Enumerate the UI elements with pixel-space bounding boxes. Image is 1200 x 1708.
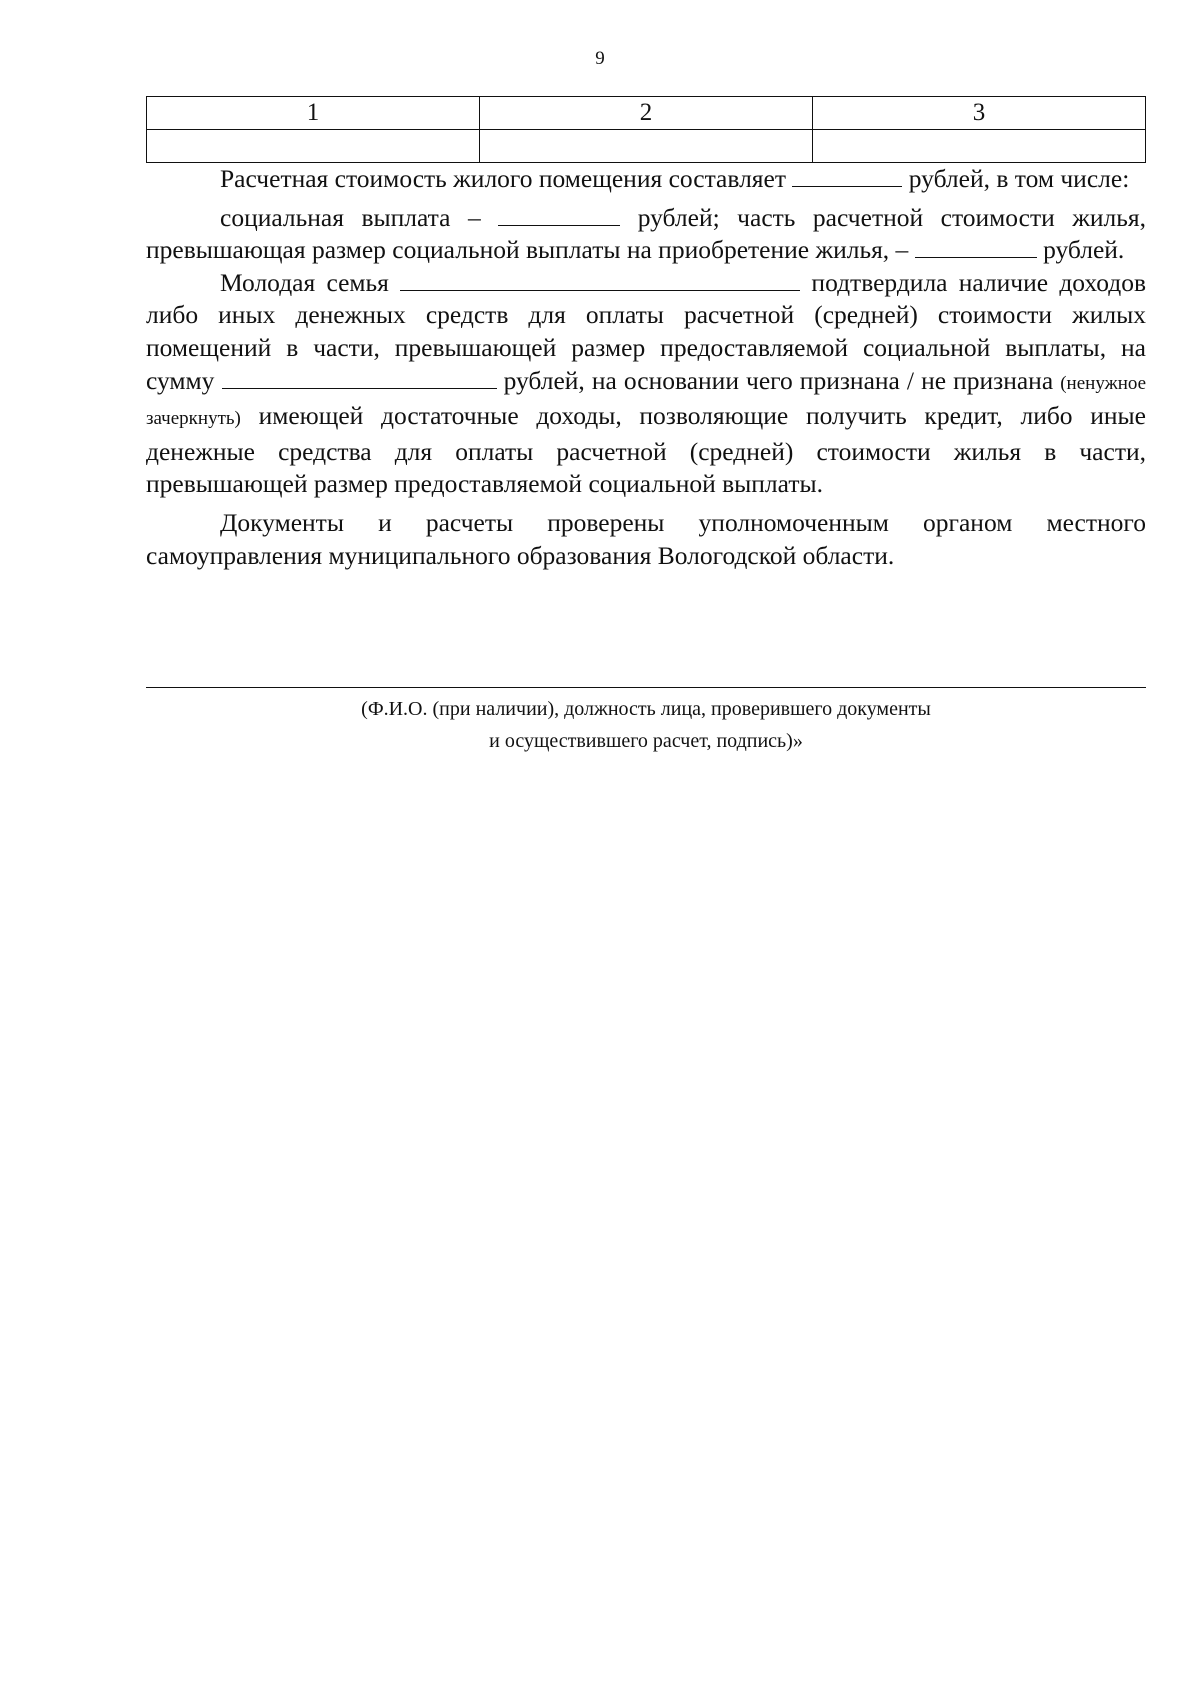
paragraph-text: Молодая семья [220,267,389,297]
data-table [146,96,1146,163]
fill-in-blank [400,268,800,291]
fill-in-blank [498,203,620,226]
signature-caption-line: и осуществившего расчет, подпись)» [489,730,803,752]
table-header-cell: 3 [813,97,1146,130]
paragraph-text: рублей, в том числе: [908,164,1130,193]
paragraph-estimated-cost [146,163,1146,196]
table-cell [813,130,1146,163]
paragraph-text: Расчетная стоимость жилого помещения составляет [220,164,786,193]
paragraph-text: подтвердила наличие доходов либо иных денежных средств для оплаты расчетной (средней) стоимости жилых помещений в части, превышающей размер предоставляемой социальной выплаты, на сумму [146,267,1146,395]
fill-in-blank [222,366,497,389]
paragraph-young-family [146,267,1146,501]
signature-line [146,687,1146,688]
table-header-cell: 1 [147,97,480,130]
fill-in-blank [792,164,902,187]
strike-note: (ненужное зачеркнуть) [146,372,1147,430]
signature-caption [146,693,1146,757]
paragraph-text: имеющей достаточные доходы, позволяющие получить кредит, либо иные денежные средства для оплаты расчетной (средней) стоимости жилья в части, превышающей размер предоставляемой социальной выплаты. [146,401,1147,499]
table-cell [480,130,813,163]
paragraph-text: социальная выплата – [220,202,481,232]
table-row [147,130,1146,163]
paragraph-text: рублей. [1043,235,1125,265]
signature-caption-line: (Ф.И.О. (при наличии), должность лица, проверившего документы [361,698,931,720]
paragraph-text: рублей, на основании чего признана / не признана [503,365,1054,395]
table-header-row [147,97,1146,130]
fill-in-blank [915,235,1037,258]
page-number: 9 [595,48,605,69]
table-cell [147,130,480,163]
paragraph-documents-verified: Документы и расчеты проверены уполномоченным органом местного самоуправления муниципального образования Вологодской области. [146,507,1146,570]
table-header-cell: 2 [480,97,813,130]
paragraph-text: рублей; часть расчетной стоимости жилья, превышающая размер социальной выплаты на приобретение жилья, – [146,202,1147,265]
paragraph-social-payment [146,202,1146,267]
document-body [146,163,1146,572]
